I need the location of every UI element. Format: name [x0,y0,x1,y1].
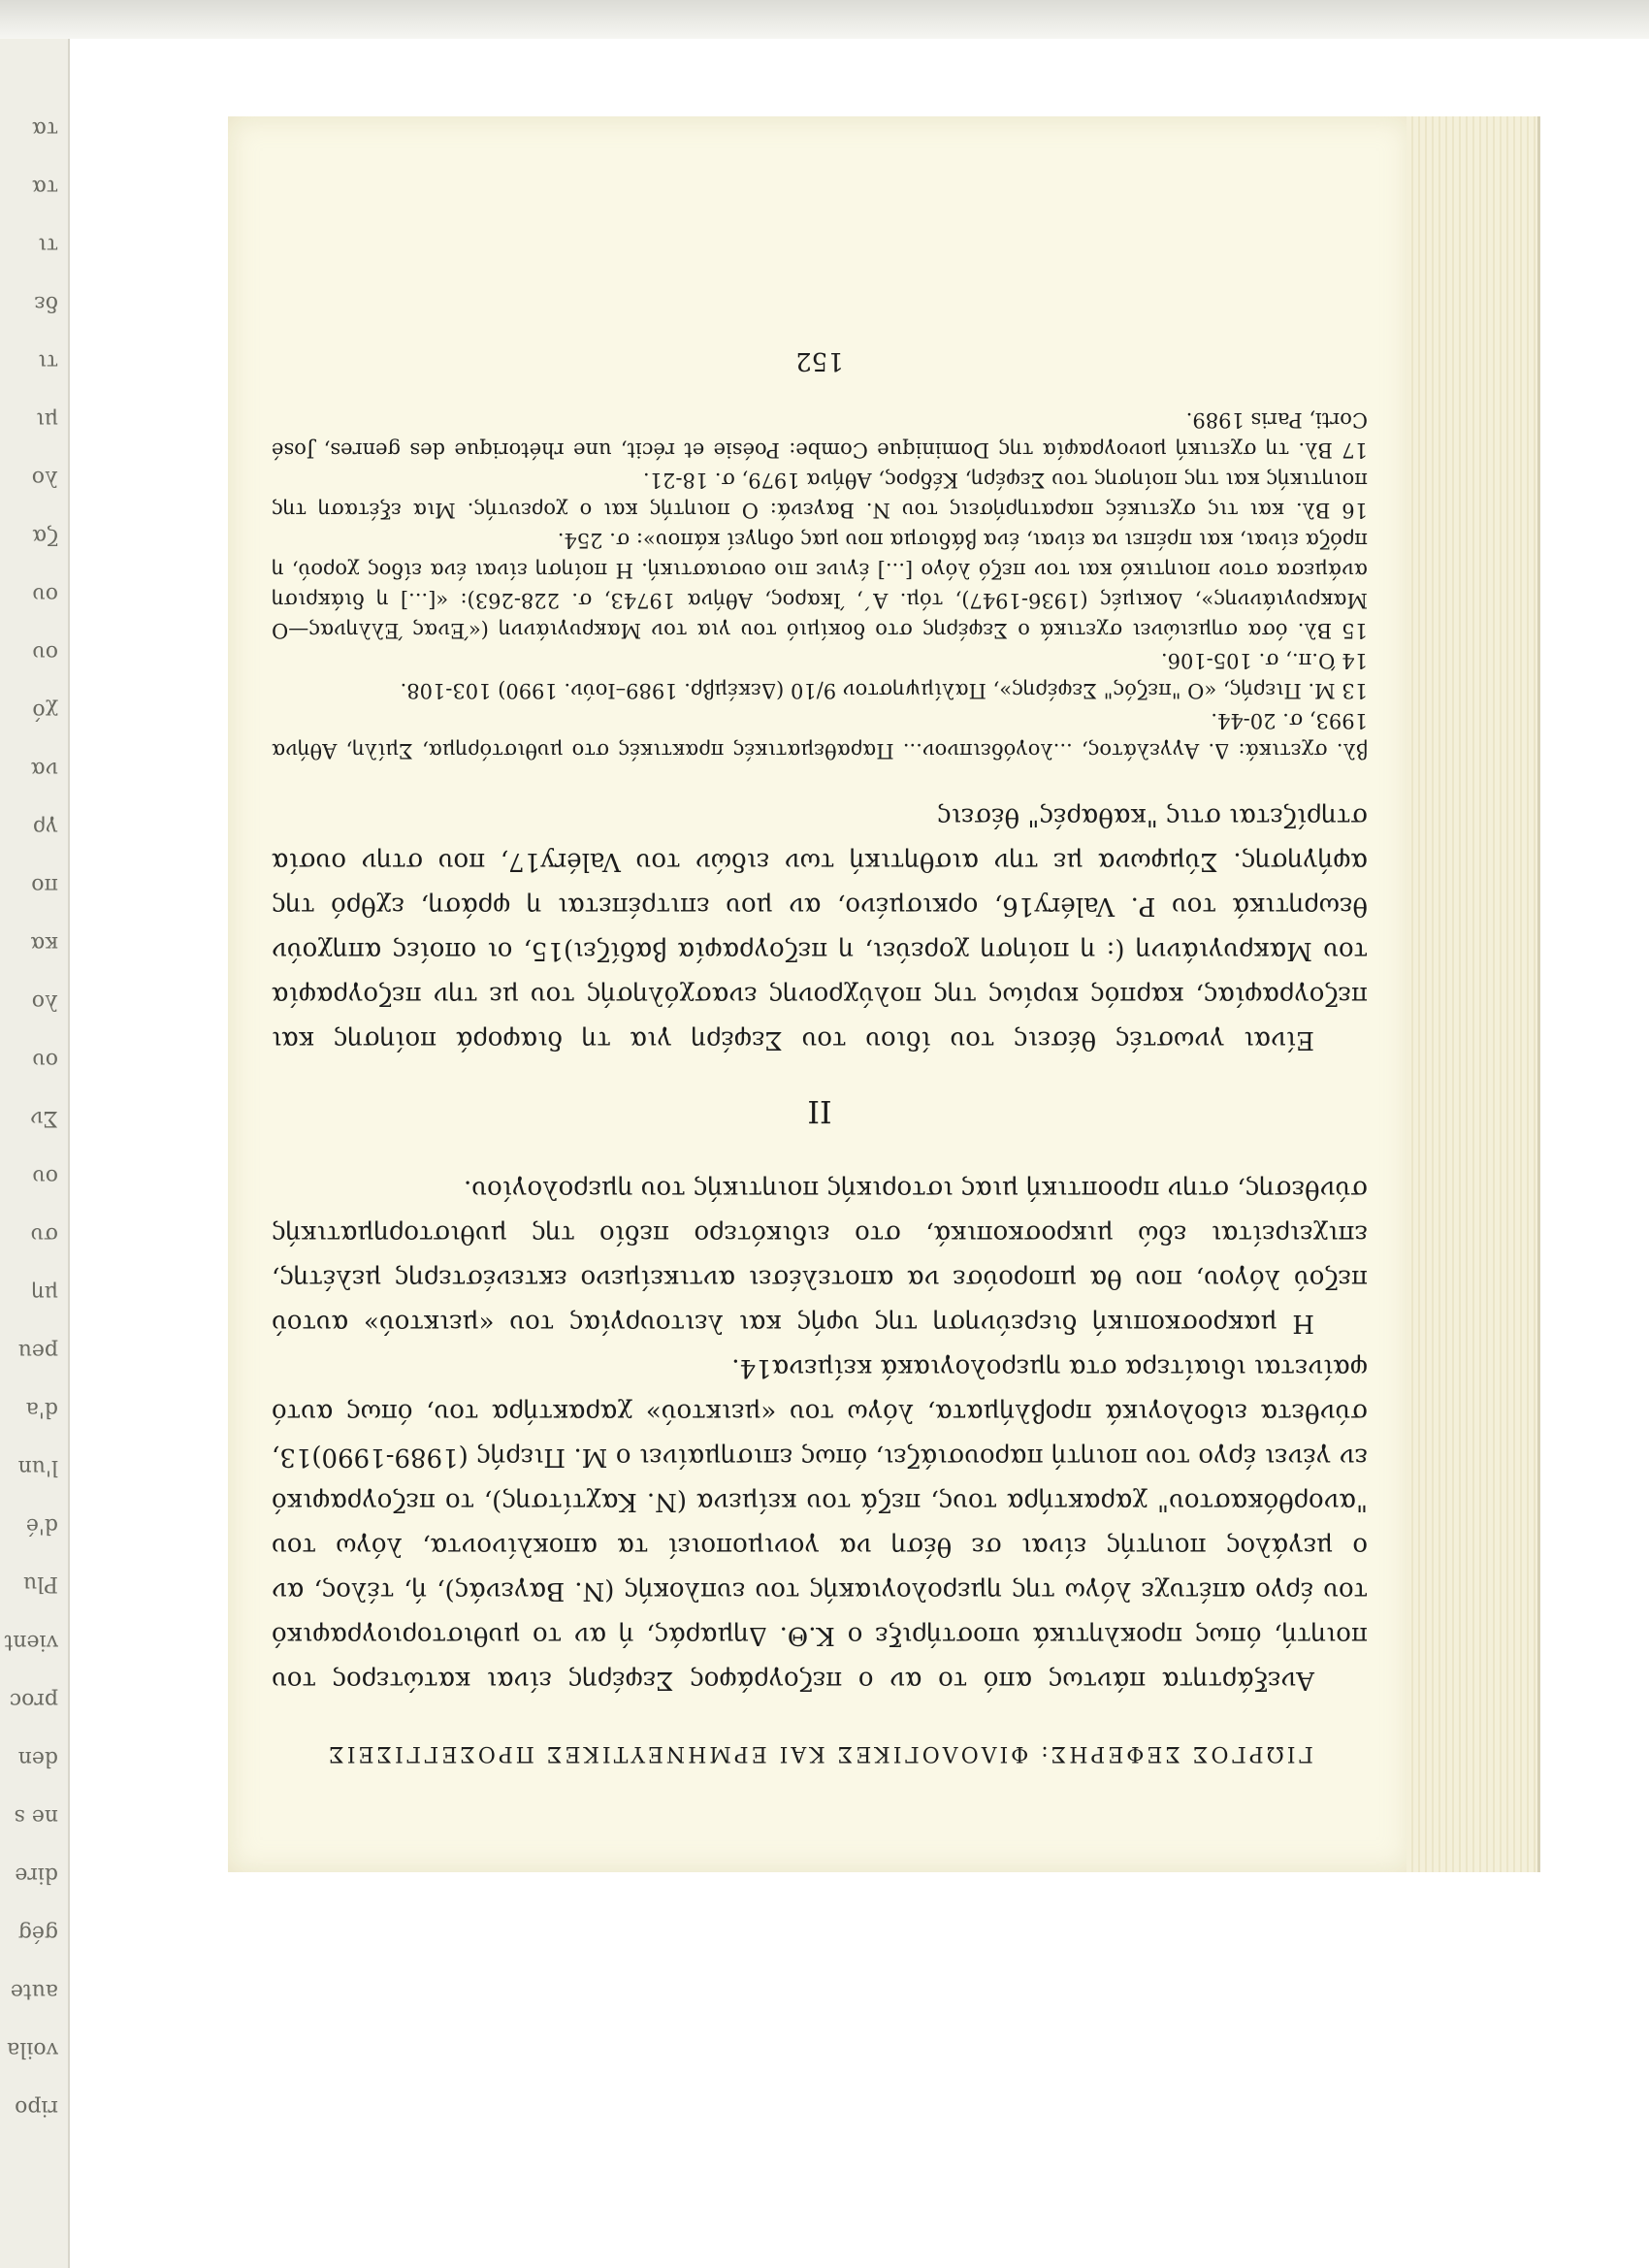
adjacent-page-fragment: l'un [17,1455,58,1479]
adjacent-page-fragment: να [30,757,58,781]
adjacent-page-fragment: vient [4,1630,58,1654]
paragraph-2: Η μακροσκοπική διερεύνηση της υφής και λειτουργίας του «μεικτού» αυτού πεζού λόγου, που θα μπορούσε να αποτελέσει αντικείμενο εκτενέστερης μελέτης, επιχειρείται εδώ μικροσκοπικά, στο ειδικότερο πεδίο της μυθιστορηματικής σύνθεσης, στην προοπτική μιας ιστορικής ποιητικής του ημερολογίου. [272,1175,1368,1338]
adjacent-page-fragment: aute [10,1979,58,2003]
adjacent-page-fragment: den [17,1746,58,1770]
adjacent-page-fragment: ου [32,582,58,606]
adjacent-page-fragment: d'é [25,1513,58,1538]
adjacent-page-fragment: ου [32,1164,58,1188]
page-edges [1406,116,1540,1872]
adjacent-page-fragment: τι [38,233,58,257]
adjacent-page-fragment: κα [30,931,58,956]
adjacent-page-fragment: δε [34,291,58,315]
adjacent-page-fragment: πο [31,873,58,897]
adjacent-page-fragment: γρ [32,815,58,839]
adjacent-page-fragment: τι [38,349,58,373]
adjacent-page-fragment: d'a [25,1397,58,1421]
adjacent-page-fragment: μη [31,1280,58,1305]
footnote: 16 Βλ. και τις σχετικές παρατηρήσεις του Ν. Βαγενά: Ο ποιητής και ο χορευτής. Μια εξέταση της ποιητικής και της ποίησης του Σεφέρη, Κέδρος, Αθήνα 1979, σ. 18-21. [272,469,1368,522]
adjacent-page-fragment: συ [30,1222,58,1247]
paragraph-3: Είναι γνωστές θέσεις του ίδιου του Σεφέρη για τη διαφορά ποίησης και πεζογραφίας, καρπός κυρίως της πολύχρονης ενασχόλησής του με την πεζογραφία του Μακρυγιάννη (: η ποίηση χορεύει, η πεζογραφία βαδίζει)15, οι οποίες απηχούν θεωρητικά του Ρ. Valéry16, ορκισμένο, αν μου επιτρέπεται η φράση, εχθρό της αφήγησης. Σύμφωνα με την αισθητική των ειδών του Valéry17, που στην ουσία στηρίζεται στις "καθαρές" θέσεις [272,802,1368,1054]
adjacent-page-fragment: ne s [14,1804,58,1829]
footnote: 17 Βλ. τη σχετική μονογραφία της Dominique Combe: Poésie et récit, une rhétorique des genres, José Corti, Paris 1989. [272,408,1368,462]
scanner-top-shadow [0,0,1649,39]
adjacent-page-fragment: λο [31,466,58,490]
adjacent-page-fragment: χό [32,698,58,723]
running-head: ΓΙΩΡΓΟΣ ΣΕΦΕΡΗΣ: ΦΙΛΟΛΟΓΙΚΕΣ ΚΑΙ ΕΡΜΗΝΕΥΤΙΚΕΣ ΠΡΟΣΕΓΓΙΣΕΙΣ [326,1741,1313,1766]
adjacent-page-fragment: λο [31,989,58,1014]
adjacent-page-fragment: ripo [15,2095,58,2120]
footnote: 15 Βλ. όσα σημειώνει σχετικά ο Σεφέρης στο δοκίμιό του για τον Μακρυγιάννη («Ένας Έλληνας—Ο Μακρυγιάννης», Δοκιμές (1936-1947), τόμ. Α΄, Ίκαρος, Αθήνα 19743, σ. 228-263): «[...] η διάκριση ανάμεσα στον ποιητικό και τον πεζό λόγο [...] έγινε πιο ουσιαστική. Η ποίηση είναι ένα είδος χορού, η πρόζα είναι, και πρέπει να είναι, ένα βάδισμα που μας οδηγεί κάπου»: σ. 254. [272,529,1368,642]
page-number: 152 [795,346,844,375]
adjacent-page-fragment: τα [31,116,58,141]
adjacent-page-fragment: ου [32,1048,58,1072]
adjacent-page-fragment: Σν [30,1106,58,1130]
footnotes [272,405,1368,765]
adjacent-page-fragment: ου [32,640,58,664]
adjacent-page-fragment: ζα [32,524,58,548]
adjacent-page-fragment: proc [9,1688,58,1712]
footnote: 13 Μ. Πιερής, «Ο "πεζός" Σεφέρης», Παλίμψηστον 9/10 (Δεκέμβρ. 1989–Ιούν. 1990) 103-108. [400,679,1368,702]
adjacent-page-fragment: μι [36,407,58,432]
footnote: βλ. σχετικά: Δ. Αγγελάτος, ...λογόδειπνον... Παραθεματικές πρακτικές στο μυθιστόρημα, Σμίλη, Αθήνα 1993, σ. 20-44. [272,709,1368,762]
section-number: II [807,1093,832,1130]
adjacent-page-fragment: dire [15,1863,58,1887]
paragraph-1: Ανεξάρτητα πάντως από το αν ο πεζογράφος Σεφέρης είναι κατώτερος του ποιητή, όπως προκλητικά υποστήριξε ο Κ.Θ. Δημαράς, ή αν το μυθιστοριογραφικό του έργο απέτυχε λόγω της ημερολογιακής του ευπλοκής (Ν. Βαγενάς), ή, τέλος, αν ο μεγάλος ποιητής είναι σε θέση να γονιμοποιεί τα αποκλίνοντα, λόγω του "ανορθόκαστου" χαρακτήρα τους, πεζά του κείμενα (Ν. Καχτίτσης), το πεζογραφικό εν γένει έργο του ποιητή παρουσιάζει, όπως επισημαίνει ο Μ. Πιερής (1989-1990)13, σύνθετα ειδολογικά προβλήματα, λόγω του «μεικτού» χαρακτήρα του, όπως αυτό φαίνεται ιδιαίτερα στα ημερολογιακά κείμενα14. [272,1353,1368,1695]
adjacent-page-strip [0,39,70,2268]
adjacent-page-fragment: voila [7,2037,58,2061]
adjacent-page-fragment: peu [17,1339,58,1363]
adjacent-page-fragment: τα [31,175,58,199]
adjacent-page-fragment: gég [17,1921,58,1945]
page-text-block [272,262,1368,1766]
adjacent-page-fragment: Plu [22,1571,58,1596]
footnote: 14 Ό.π., σ. 105-106. [1160,649,1368,672]
